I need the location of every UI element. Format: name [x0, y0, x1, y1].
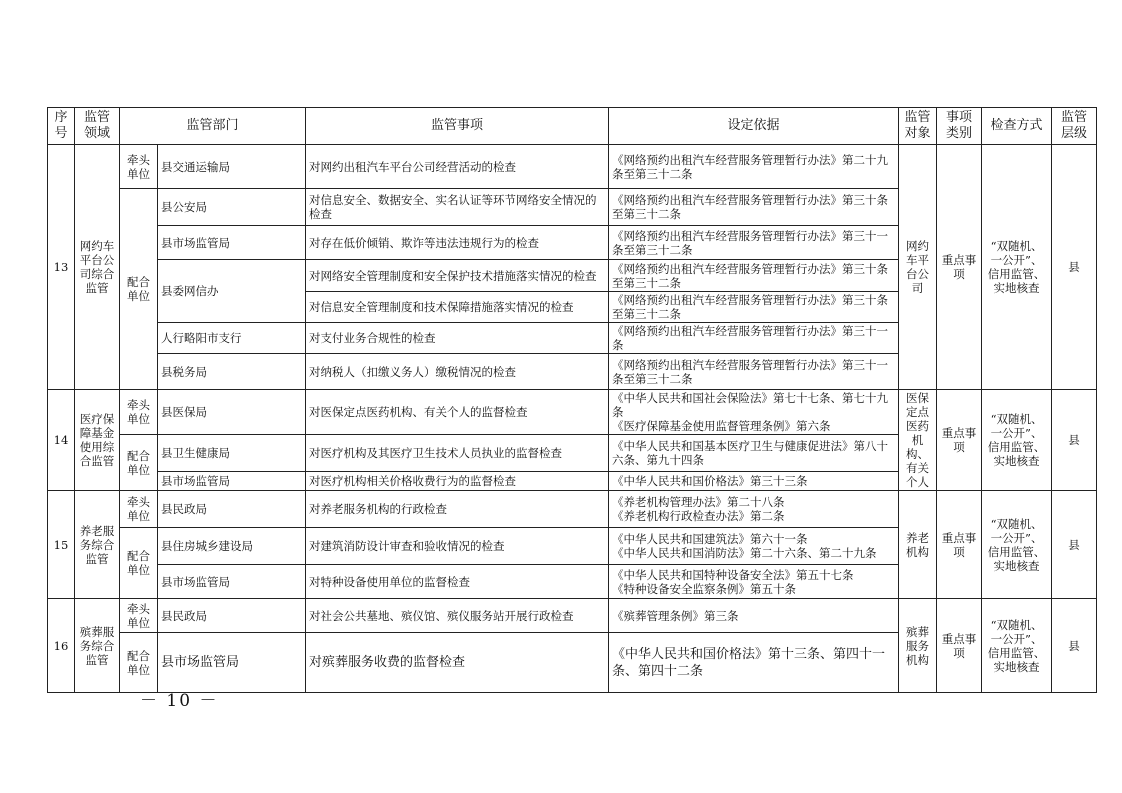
table-row [48, 599, 1097, 633]
domain-cell: 网约车平台公司综合监管 [75, 145, 120, 390]
dept-cell: 人行略阳市支行 [158, 323, 306, 354]
dept-cell: 县住房城乡建设局 [158, 528, 306, 565]
object-cell: 养老机构 [899, 491, 937, 599]
basis-cell: 《中华人民共和国价格法》第十三条、第四十一条、第四十二条 [609, 633, 899, 693]
item-cell: 对医保定点医药机构、有关个人的监督检查 [306, 390, 609, 435]
level-cell: 县 [1052, 145, 1097, 390]
basis-line: 《中华人民共和国社会保险法》第七十七条、第七十九条 [612, 391, 889, 419]
basis-cell: 《网络预约出租汽车经营服务管理暂行办法》第三十一条 [609, 323, 899, 354]
basis-cell [609, 565, 899, 599]
basis-cell: 《殡葬管理条例》第三条 [609, 599, 899, 633]
dept-cell: 县民政局 [158, 599, 306, 633]
basis-line: 《特种设备安全监察条例》第五十条 [612, 581, 797, 596]
dept-cell: 县公安局 [158, 189, 306, 226]
object-cell: 医保定点医药机构、有关个人 [899, 390, 937, 491]
header-object: 监管对象 [899, 108, 937, 145]
role-cell: 牵头单位 [120, 390, 158, 435]
category-cell: 重点事项 [937, 599, 982, 693]
item-cell: 对建筑消防设计审查和验收情况的检查 [306, 528, 609, 565]
table-row [48, 145, 1097, 189]
dept-cell: 县卫生健康局 [158, 435, 306, 472]
level-cell: 县 [1052, 599, 1097, 693]
dept-cell: 县市场监管局 [158, 633, 306, 693]
basis-cell: 《网络预约出租汽车经营服务管理暂行办法》第三十一条至第三十二条 [609, 354, 899, 390]
basis-cell: 《中华人民共和国价格法》第三十三条 [609, 472, 899, 491]
item-cell: 对信息安全、数据安全、实名认证等环节网络安全情况的检查 [306, 189, 609, 226]
category-cell: 重点事项 [937, 390, 982, 491]
item-cell: 对医疗机构及其医疗卫生技术人员执业的监督检查 [306, 435, 609, 472]
item-cell: 对社会公共墓地、殡仪馆、殡仪服务站开展行政检查 [306, 599, 609, 633]
basis-cell [609, 390, 899, 435]
category-cell: 重点事项 [937, 491, 982, 599]
role-cell: 配合单位 [120, 435, 158, 491]
level-cell: 县 [1052, 390, 1097, 491]
basis-line: 《养老机构行政检查办法》第二条 [612, 509, 785, 523]
item-cell: 对医疗机构相关价格收费行为的监督检查 [306, 472, 609, 491]
header-basis: 设定依据 [609, 108, 899, 145]
header-row [48, 108, 1097, 145]
item-cell: 对支付业务合规性的检查 [306, 323, 609, 354]
basis-cell: 《网络预约出租汽车经营服务管理暂行办法》第二十九条至第三十二条 [609, 145, 899, 189]
dept-cell: 县市场监管局 [158, 472, 306, 491]
basis-line: 《中华人民共和国建筑法》第六十一条 [612, 532, 808, 546]
role-cell: 配合单位 [120, 633, 158, 693]
dept-cell: 县税务局 [158, 354, 306, 390]
header-level: 监管层级 [1052, 108, 1097, 145]
domain-cell: 养老服务综合监管 [75, 491, 120, 599]
basis-cell: 《网络预约出租汽车经营服务管理暂行办法》第三十一条至第三十二条 [609, 226, 899, 260]
header-dept: 监管部门 [120, 108, 306, 145]
role-cell: 牵头单位 [120, 491, 158, 528]
domain-cell: 殡葬服务综合监管 [75, 599, 120, 693]
item-cell: 对纳税人（扣缴义务人）缴税情况的检查 [306, 354, 609, 390]
dept-cell: 县医保局 [158, 390, 306, 435]
table-row [48, 390, 1097, 435]
seq-cell: 15 [48, 491, 75, 599]
dept-cell: 县市场监管局 [158, 565, 306, 599]
basis-line: 《中华人民共和国特种设备安全法》第五十七条 [612, 567, 854, 582]
seq-cell: 14 [48, 390, 75, 491]
dept-cell: 县民政局 [158, 491, 306, 528]
role-cell: 配合单位 [120, 528, 158, 599]
object-cell: 殡葬服务机构 [899, 599, 937, 693]
item-cell: 对养老服务机构的行政检查 [306, 491, 609, 528]
dept-cell: 县市场监管局 [158, 226, 306, 260]
basis-line: 《中华人民共和国消防法》第二十六条、第二十九条 [612, 546, 877, 560]
category-cell: 重点事项 [937, 145, 982, 390]
domain-cell: 医疗保障基金使用综合监管 [75, 390, 120, 491]
method-cell: “双随机、一公开”、信用监管、实地核查 [982, 599, 1052, 693]
basis-cell [609, 528, 899, 565]
basis-cell [609, 491, 899, 528]
basis-line: 《医疗保障基金使用监督管理条例》第六条 [612, 419, 831, 433]
object-cell: 网约车平台公司 [899, 145, 937, 390]
basis-cell: 《网络预约出租汽车经营服务管理暂行办法》第三十条至第三十二条 [609, 292, 899, 323]
basis-cell: 《中华人民共和国基本医疗卫生与健康促进法》第八十六条、第九十四条 [609, 435, 899, 472]
header-category: 事项类别 [937, 108, 982, 145]
item-cell: 对网约出租汽车平台公司经营活动的检查 [306, 145, 609, 189]
method-cell: “双随机、一公开”、信用监管、实地核查 [982, 145, 1052, 390]
seq-cell: 13 [48, 145, 75, 390]
basis-line: 《养老机构管理办法》第二十八条 [612, 495, 785, 509]
item-cell: 对殡葬服务收费的监督检查 [306, 633, 609, 693]
dept-cell: 县委网信办 [158, 260, 306, 323]
method-cell: “双随机、一公开”、信用监管、实地核查 [982, 390, 1052, 491]
item-cell: 对信息安全管理制度和技术保障措施落实情况的检查 [306, 292, 609, 323]
item-cell: 对网络安全管理制度和安全保护技术措施落实情况的检查 [306, 260, 609, 292]
page-number: － 10 － [140, 691, 219, 711]
seq-cell: 16 [48, 599, 75, 693]
header-item: 监管事项 [306, 108, 609, 145]
level-cell: 县 [1052, 491, 1097, 599]
basis-cell: 《网络预约出租汽车经营服务管理暂行办法》第三十条至第三十二条 [609, 260, 899, 292]
method-cell: “双随机、一公开”、信用监管、实地核查 [982, 491, 1052, 599]
role-cell: 配合单位 [120, 189, 158, 390]
header-domain: 监管领域 [75, 108, 120, 145]
dept-cell: 县交通运输局 [158, 145, 306, 189]
item-cell: 对特种设备使用单位的监督检查 [306, 565, 609, 599]
role-cell: 牵头单位 [120, 145, 158, 189]
table-row [48, 491, 1097, 528]
supervision-table [47, 107, 1097, 693]
header-method: 检查方式 [982, 108, 1052, 145]
basis-cell: 《网络预约出租汽车经营服务管理暂行办法》第三十条至第三十二条 [609, 189, 899, 226]
header-seq: 序号 [48, 108, 75, 145]
item-cell: 对存在低价倾销、欺诈等违法违规行为的检查 [306, 226, 609, 260]
role-cell: 牵头单位 [120, 599, 158, 633]
